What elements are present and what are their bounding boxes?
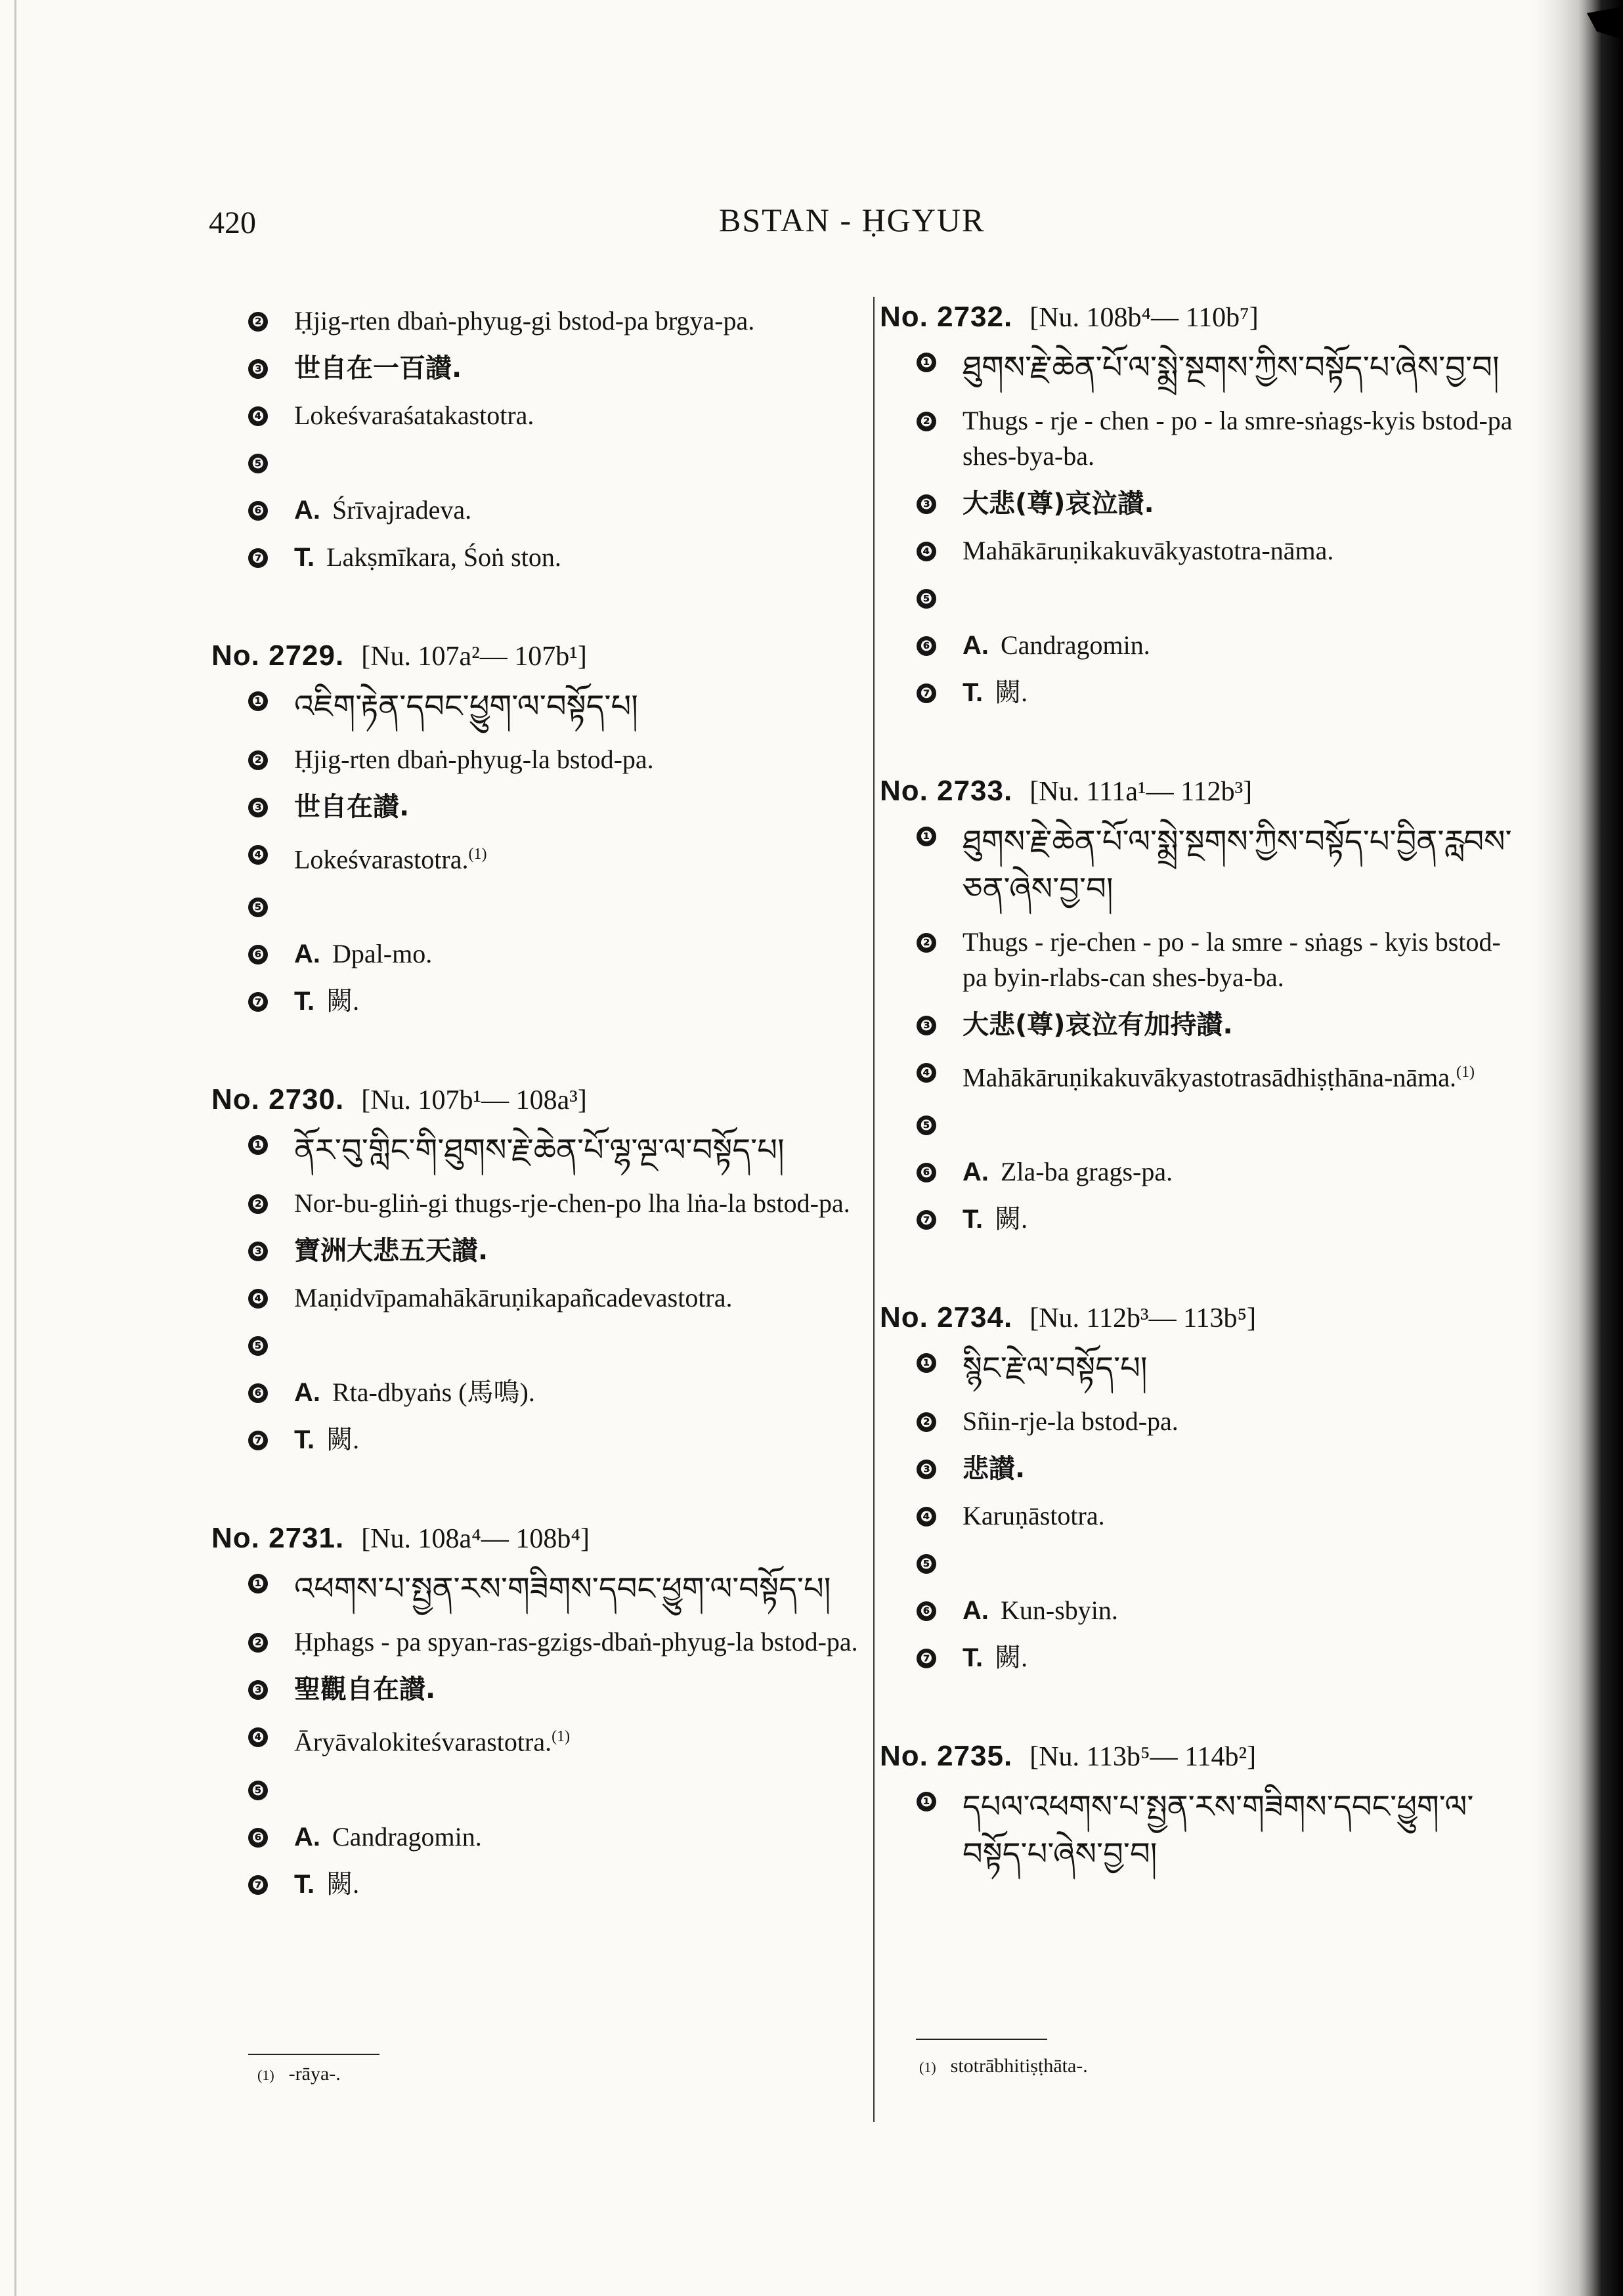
entry-field <box>211 398 868 433</box>
field-value: Sñin-rje-la bstod-pa. <box>963 1406 1179 1437</box>
field-number-marker: ❻ <box>248 1383 268 1403</box>
field-number-marker: ❹ <box>917 1507 936 1527</box>
entry-field <box>211 936 868 972</box>
entry-field <box>211 1328 868 1363</box>
entry-field <box>211 1867 868 1902</box>
entry-field <box>880 818 1523 913</box>
entry-folio-reference: [Nu. 112b³— 113b⁵] <box>1029 1303 1257 1334</box>
field-text <box>294 303 868 339</box>
field-text <box>963 1498 1523 1534</box>
entry-field <box>211 1233 868 1268</box>
field-number-marker: ❷ <box>248 312 268 332</box>
field-text <box>963 675 1523 710</box>
entry-folio-reference: [Nu. 113b⁵— 114b²] <box>1029 1742 1257 1773</box>
field-text <box>963 1202 1523 1237</box>
entry-field <box>211 789 868 825</box>
footnote-mark: (1) <box>919 2059 936 2075</box>
entry-field <box>211 1375 868 1410</box>
entry-field <box>880 675 1523 710</box>
field-number-marker: ❹ <box>248 845 268 865</box>
field-number-marker: ❷ <box>917 933 936 953</box>
footnote-left <box>257 2063 341 2085</box>
entry-field <box>880 1640 1523 1676</box>
field-number-marker: ❶ <box>248 1135 268 1155</box>
field-number-marker: ❹ <box>917 542 936 561</box>
entry-field <box>211 1772 868 1808</box>
catalog-entry <box>880 771 1523 1237</box>
entry-field <box>880 628 1523 663</box>
entry-heading <box>211 1079 868 1120</box>
field-text <box>963 1593 1523 1628</box>
field-number-marker: ❸ <box>248 798 268 817</box>
catalog-entry <box>880 1736 1523 1878</box>
field-label: A. <box>294 1822 320 1852</box>
field-label: T. <box>963 1643 984 1673</box>
field-number-marker: ❶ <box>917 827 936 846</box>
entry-heading <box>880 297 1523 337</box>
footnote-text: stotrābhitiṣṭhāta-. <box>950 2055 1088 2077</box>
field-value: 大悲(尊)哀泣有加持讃. <box>963 1010 1233 1040</box>
entry-field <box>211 1127 868 1174</box>
field-label: T. <box>963 678 984 707</box>
field-number-marker: ❻ <box>248 501 268 521</box>
field-value: 闕. <box>995 1643 1028 1673</box>
field-text <box>294 742 868 777</box>
field-text <box>294 1819 868 1855</box>
field-number-marker: ❷ <box>248 1633 268 1653</box>
entry-field <box>880 1546 1523 1581</box>
field-value: Karuṇāstotra. <box>963 1501 1105 1531</box>
entry-field <box>880 1345 1523 1392</box>
field-value: འཕགས་པ་སྤྱན་རས་གཟིགས་དབང་ཕྱུག་ལ་བསྟོད་པ། <box>294 1570 831 1608</box>
field-number-marker: ❸ <box>248 1680 268 1700</box>
chinese-title <box>963 1451 1523 1486</box>
entry-number: No. 2734. <box>880 1301 1013 1334</box>
field-label: T. <box>294 543 315 572</box>
field-label: A. <box>963 1596 989 1626</box>
field-value: འཇིག་རྟེན་དབང་ཕྱུག་ལ་བསྟོད་པ། <box>294 688 638 725</box>
field-value: Nor-bu-gliṅ-gi thugs-rje-chen-po lha lṅa-la bstod-pa. <box>294 1188 850 1219</box>
entry-field <box>880 1498 1523 1534</box>
chinese-title <box>294 789 868 825</box>
field-value: Candragomin. <box>332 1821 482 1852</box>
field-label: T. <box>963 1205 984 1234</box>
field-value: 寶洲大悲五天讃. <box>294 1236 488 1267</box>
field-number-marker: ❺ <box>248 1781 268 1800</box>
field-value: དཔལ་འཕགས་པ་སྤྱན་རས་གཟིགས་དབང་ཕྱུག་ལ་བསྟོད་པ་ཞེས་བྱ་བ། <box>963 1788 1474 1873</box>
field-value: Zla-ba grags-pa. <box>1001 1157 1173 1187</box>
field-number-marker: ❼ <box>917 1210 936 1230</box>
page-header <box>0 202 1510 257</box>
tibetan-title <box>294 1127 868 1174</box>
entry-field <box>211 1280 868 1316</box>
entry-field <box>880 1007 1523 1043</box>
field-text <box>294 1867 868 1902</box>
field-value: Kun-sbyin. <box>1001 1595 1118 1626</box>
field-number-marker: ❹ <box>917 1063 936 1083</box>
entry-field <box>211 742 868 777</box>
field-number-marker: ❷ <box>917 412 936 431</box>
field-text <box>963 1640 1523 1676</box>
scan-edge <box>14 0 16 2296</box>
entry-heading <box>880 1736 1523 1777</box>
field-text <box>294 398 868 433</box>
catalog-entry <box>211 1079 868 1458</box>
entry-field <box>880 486 1523 521</box>
entry-field <box>880 1404 1523 1439</box>
entry-field <box>211 1819 868 1855</box>
field-value: 闕. <box>326 1869 360 1899</box>
field-value: 大悲(尊)哀泣讃. <box>963 488 1154 519</box>
field-number-marker: ❶ <box>248 1574 268 1593</box>
field-number-marker: ❼ <box>248 1431 268 1450</box>
field-number-marker: ❸ <box>917 494 936 514</box>
field-value: 世自在一百讃. <box>294 353 462 383</box>
field-number-marker: ❺ <box>917 1116 936 1135</box>
entry-number: No. 2735. <box>880 1740 1013 1773</box>
field-number-marker: ❺ <box>917 589 936 609</box>
field-value: Dpal-mo. <box>332 939 433 969</box>
footnote-text: -rāya-. <box>288 2063 341 2085</box>
field-value: ཐུགས་རྗེ་ཆེན་པོ་ལ་སྨྲེ་སྔགས་ཀྱིས་བསྟོད་པ་བྱིན་རླབས་ཅན་ཞེས་བྱ་བ། <box>963 823 1512 907</box>
field-text <box>963 628 1523 663</box>
entry-folio-reference: [Nu. 107a²— 107b¹] <box>361 641 587 672</box>
entry-field <box>880 1593 1523 1628</box>
entry-field <box>211 836 868 877</box>
field-value: 聖觀自在讃. <box>294 1674 436 1705</box>
entry-field <box>880 1451 1523 1486</box>
field-number-marker: ❺ <box>248 1336 268 1356</box>
chinese-title <box>963 1007 1523 1043</box>
field-label: A. <box>294 496 320 525</box>
field-label: A. <box>963 631 989 660</box>
field-value: Āryāvalokiteśvarastotra. <box>294 1727 552 1757</box>
field-number-marker: ❷ <box>248 1194 268 1214</box>
field-value: 闕. <box>326 1425 360 1455</box>
footnote-rule-left <box>248 2054 379 2055</box>
field-number-marker: ❺ <box>248 454 268 473</box>
tibetan-title <box>963 1345 1523 1392</box>
field-text <box>963 533 1523 569</box>
field-number-marker: ❶ <box>917 1353 936 1373</box>
entry-heading <box>880 771 1523 812</box>
page-number: 420 <box>209 206 256 240</box>
field-value: Śrīvajradeva. <box>332 495 472 525</box>
field-number-marker: ❼ <box>248 992 268 1012</box>
field-number-marker: ❹ <box>248 406 268 426</box>
field-value: Candragomin. <box>1001 630 1150 660</box>
field-label: A. <box>294 1378 320 1408</box>
field-text <box>294 1624 868 1660</box>
field-value: Thugs - rje-chen - po - la smre - sṅags - kyis bstod-pa byin-rlabs-can shes-bya-ba. <box>963 927 1501 992</box>
entry-field <box>211 1565 868 1613</box>
field-number-marker: ❺ <box>917 1554 936 1574</box>
tibetan-title <box>963 818 1523 913</box>
running-head: BSTAN - ḤGYUR <box>719 202 985 238</box>
entry-field <box>211 492 868 528</box>
entry-heading <box>211 636 868 676</box>
chinese-title <box>294 1233 868 1268</box>
field-label: A. <box>963 1158 989 1187</box>
field-number-marker: ❶ <box>917 1792 936 1811</box>
entry-folio-reference: [Nu. 108b⁴— 110b⁷] <box>1029 303 1259 333</box>
field-number-marker: ❼ <box>917 1649 936 1668</box>
chinese-title <box>294 1672 868 1707</box>
entry-field <box>211 445 868 481</box>
field-text <box>963 1154 1523 1190</box>
footnote-mark: (1) <box>257 2067 274 2083</box>
field-text <box>294 1375 868 1410</box>
field-text <box>294 1422 868 1458</box>
book-spine-shadow <box>1525 0 1623 2296</box>
field-number-marker: ❸ <box>917 1016 936 1035</box>
field-text <box>294 1186 868 1221</box>
catalog-entry <box>880 1297 1523 1676</box>
field-number-marker: ❸ <box>917 1460 936 1479</box>
entry-number: No. 2731. <box>211 1522 345 1555</box>
catalog-entry <box>211 636 868 1019</box>
entry-field <box>880 1107 1523 1142</box>
entry-field <box>880 580 1523 616</box>
field-value: Lakṣmīkara, Śoṅ ston. <box>326 542 561 572</box>
entry-field <box>211 303 868 339</box>
tibetan-title <box>294 1565 868 1613</box>
left-column <box>211 297 868 1962</box>
entry-number: No. 2732. <box>880 301 1013 333</box>
entry-number: No. 2729. <box>211 639 345 672</box>
chinese-title <box>963 486 1523 521</box>
field-number-marker: ❹ <box>248 1289 268 1309</box>
footnote-reference: (1) <box>468 846 487 863</box>
entry-field <box>211 1186 868 1221</box>
field-value: Ḥjig-rten dbaṅ-phyug-gi bstod-pa brgya-pa. <box>294 306 755 336</box>
field-text <box>294 936 868 972</box>
field-value: ཐུགས་རྗེ་ཆེན་པོ་ལ་སྨྲེ་སྔགས་ཀྱིས་བསྟོད་པ་ཞེས་བྱ་བ། <box>963 349 1500 386</box>
entry-folio-reference: [Nu. 111a¹— 112b³] <box>1029 777 1253 807</box>
field-number-marker: ❹ <box>248 1727 268 1747</box>
field-value: སྙིང་རྗེ་ལ་བསྟོད་པ། <box>963 1350 1148 1387</box>
field-number-marker: ❻ <box>917 1601 936 1621</box>
field-label: T. <box>294 987 315 1016</box>
field-value: Lokeśvarastotra. <box>294 844 469 875</box>
footnote-reference: (1) <box>1456 1064 1475 1081</box>
catalog-entry <box>211 303 868 575</box>
entry-heading <box>880 1297 1523 1338</box>
catalog-entry <box>880 297 1523 710</box>
field-text <box>294 1280 868 1316</box>
field-text <box>294 492 868 528</box>
field-number-marker: ❻ <box>248 945 268 964</box>
entry-field <box>211 683 868 730</box>
field-number-marker: ❸ <box>248 1242 268 1261</box>
field-label: A. <box>294 940 320 969</box>
field-number-marker: ❶ <box>248 691 268 711</box>
entry-field <box>211 984 868 1019</box>
field-label: T. <box>294 1869 315 1899</box>
entry-heading <box>211 1518 868 1559</box>
field-number-marker: ❼ <box>248 548 268 568</box>
field-number-marker: ❻ <box>248 1828 268 1848</box>
column-divider <box>873 297 875 2122</box>
field-text <box>294 836 868 877</box>
field-number-marker: ❻ <box>917 1163 936 1182</box>
field-value: 闕. <box>995 678 1028 707</box>
field-value: 世自在讃. <box>294 792 410 822</box>
field-value: Mahākāruṇikakuvākyastotrasādhiṣṭhāna-nāma. <box>963 1062 1456 1093</box>
field-value: Mahākāruṇikakuvākyastotra-nāma. <box>963 536 1334 565</box>
field-text <box>294 540 868 575</box>
field-number-marker: ❼ <box>248 1875 268 1895</box>
entry-field <box>880 1154 1523 1190</box>
field-text <box>294 984 868 1019</box>
field-value: ནོར་བུ་གླིང་གི་ཐུགས་རྗེ་ཆེན་པོ་ལྷ་ལྔ་ལ་བསྟོད་པ། <box>294 1132 785 1169</box>
entry-field <box>211 351 868 386</box>
entry-field <box>880 924 1523 995</box>
entry-number: No. 2733. <box>880 775 1013 807</box>
catalog-entry <box>211 1518 868 1901</box>
entry-field <box>880 533 1523 569</box>
field-number-marker: ❷ <box>917 1412 936 1432</box>
tibetan-title <box>963 344 1523 391</box>
entry-field <box>880 344 1523 391</box>
tibetan-title <box>963 1783 1523 1878</box>
tibetan-title <box>294 683 868 730</box>
entry-field <box>880 1783 1523 1878</box>
field-text <box>963 1404 1523 1439</box>
footnote-reference: (1) <box>552 1728 571 1746</box>
field-text <box>294 1719 868 1760</box>
entry-field <box>880 1202 1523 1237</box>
field-value: Ḥjig-rten dbaṅ-phyug-la bstod-pa. <box>294 745 654 774</box>
field-text <box>963 403 1523 474</box>
entry-field <box>211 1422 868 1458</box>
field-number-marker: ❷ <box>248 750 268 770</box>
field-value: Thugs - rje - chen - po - la smre-sṅags-kyis bstod-pa shes-bya-ba. <box>963 406 1513 471</box>
entry-field <box>880 1054 1523 1095</box>
entry-number: No. 2730. <box>211 1083 345 1116</box>
field-value: Lokeśvaraśatakastotra. <box>294 401 534 430</box>
footnote-right <box>919 2055 1088 2077</box>
entry-folio-reference: [Nu. 107b¹— 108a³] <box>361 1085 587 1116</box>
entry-folio-reference: [Nu. 108a⁴— 108b⁴] <box>361 1524 590 1555</box>
field-label: T. <box>294 1425 315 1455</box>
field-value: 闕. <box>995 1204 1028 1234</box>
field-value: Rta-dbyaṅs (馬鳴). <box>332 1377 535 1408</box>
field-number-marker: ❸ <box>248 359 268 379</box>
field-number-marker: ❺ <box>248 898 268 917</box>
entry-field <box>211 889 868 924</box>
footnote-rule-right <box>916 2039 1047 2040</box>
entry-field <box>211 540 868 575</box>
field-number-marker: ❼ <box>917 683 936 703</box>
field-text <box>963 924 1523 995</box>
field-number-marker: ❻ <box>917 636 936 656</box>
entry-field <box>211 1719 868 1760</box>
entry-field <box>211 1624 868 1660</box>
field-value: Maṇidvīpamahākāruṇikapañcadevastotra. <box>294 1283 733 1313</box>
entry-field <box>211 1672 868 1707</box>
field-value: 悲讃. <box>963 1454 1026 1484</box>
right-column <box>880 297 1523 1938</box>
entry-field <box>880 403 1523 474</box>
field-value: Ḥphags - pa spyan-ras-gzigs-dbaṅ-phyug-la bstod-pa. <box>294 1627 858 1657</box>
field-number-marker: ❶ <box>917 353 936 372</box>
chinese-title <box>294 351 868 386</box>
field-value: 闕. <box>326 986 360 1016</box>
field-text <box>963 1054 1523 1095</box>
